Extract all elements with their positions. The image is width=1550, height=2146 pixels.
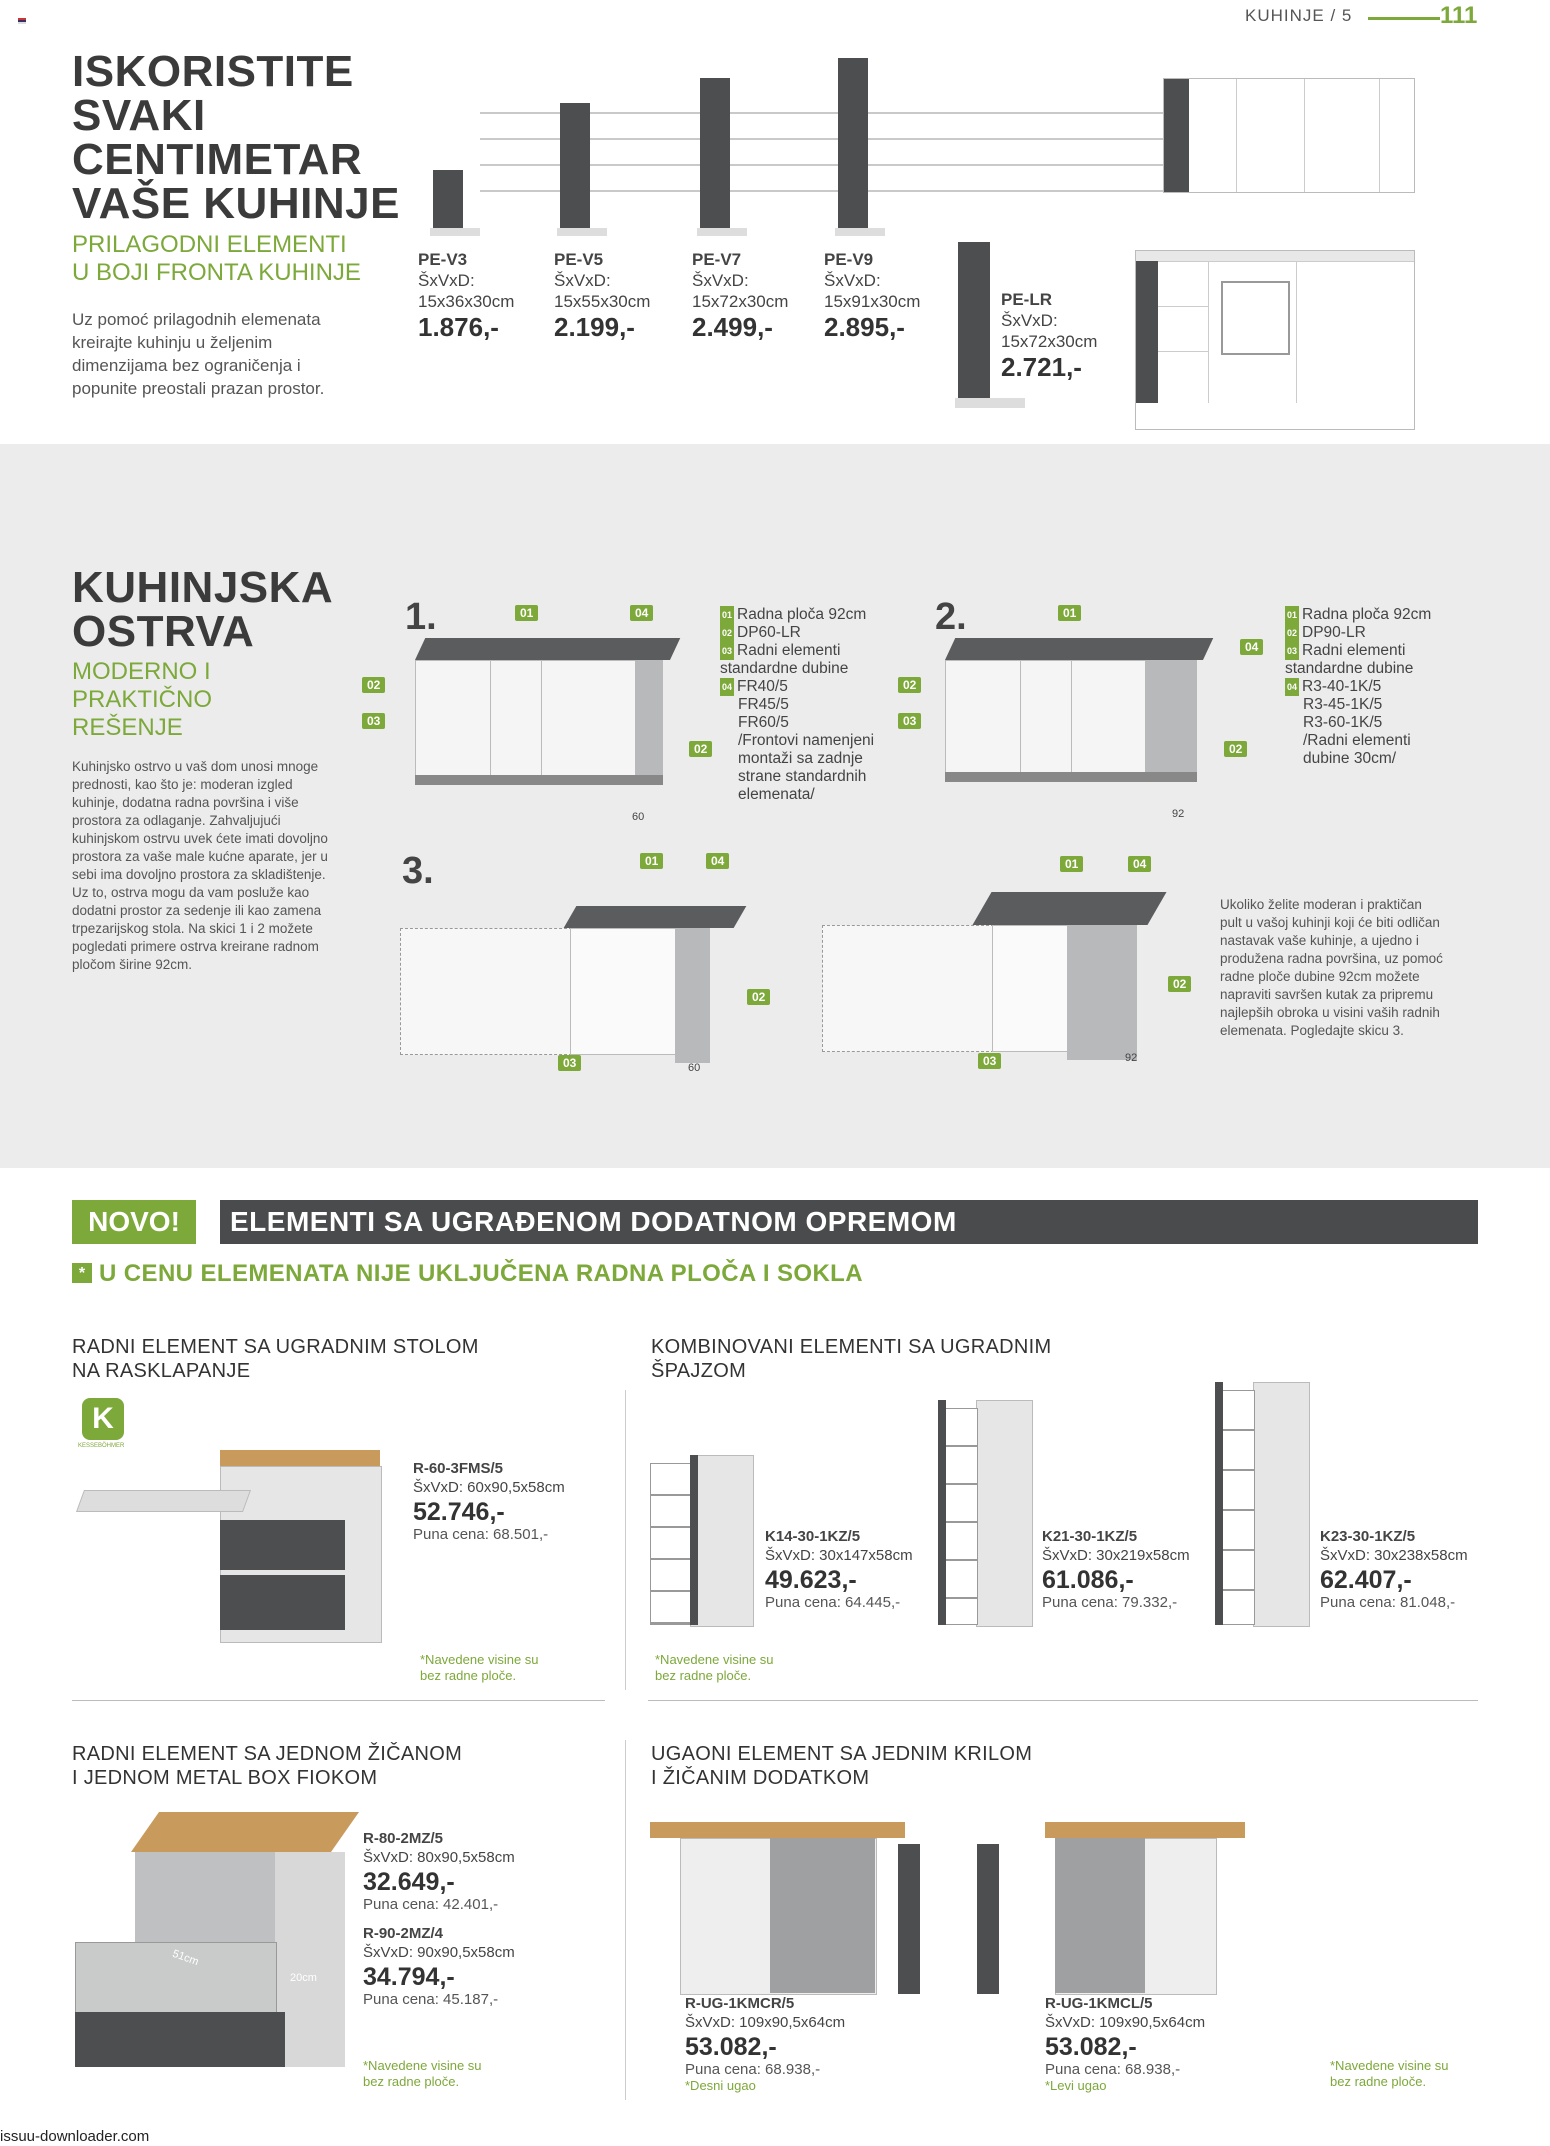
- table-cabinet-image: [80, 1450, 380, 1640]
- block3-title: RADNI ELEMENT SA JEDNOM ŽIČANOM I JEDNOM METAL BOX FIOKOM: [72, 1743, 463, 1789]
- sketch-number-2: 2.: [935, 596, 967, 638]
- corner-cabinet-left-image: [975, 1822, 1250, 1997]
- flag-icon: [18, 18, 26, 24]
- dim-height: 20cm: [290, 1972, 317, 1984]
- header-rule: [1368, 17, 1440, 20]
- oven-icon: [1221, 281, 1290, 355]
- s2-right-text: Ukoliko želite moderan i praktičan pult u vašoj kuhinji koji će biti odličan nastavak vaše kuhinje, a ujedno i produžena radna površina, uz pomoć radne ploče dubine 92cm možete napraviti savršen kutak za pripremu najlepših obroka u visini vaših radnih elemenata. Pogledajte skicu 3.: [1220, 897, 1443, 1038]
- product-pe-v9: PE-V9 ŠxVxD: 15x91x30cm 2.895,-: [824, 250, 921, 342]
- s1-subtitle: PRILAGODNI ELEMENTI U BOJI FRONTA KUHINJE: [72, 231, 361, 286]
- product-pe-v7: PE-V7 ŠxVxD: 15x72x30cm 2.499,-: [692, 250, 789, 342]
- pantry-k14-image: [650, 1455, 755, 1625]
- product-r-80-2mz: R-80-2MZ/5 ŠxVxD: 80x90,5x58cm 32.649,- Puna cena: 42.401,-: [363, 1830, 515, 1913]
- s1-body: Uz pomoć prilagodnih elemenata kreirajte kuhinju u željenim dimenzijama bez ograničenja i popunite preostali prazan prostor.: [72, 310, 325, 398]
- dim-width: 51cm: [170, 1947, 201, 1969]
- section-label: KUHINJE / 5: [1245, 6, 1353, 25]
- sketch-2: [945, 638, 1203, 810]
- section-banner: ELEMENTI SA UGRAĐENOM DODATNOM OPREMOM: [220, 1200, 1478, 1244]
- sketch-3b: [822, 880, 1162, 1060]
- corner-cabinet-right-image: [650, 1822, 920, 1997]
- watermark: issuu-downloader.com: [0, 2128, 150, 2145]
- product-pe-v5: PE-V5 ŠxVxD: 15x55x30cm 2.199,-: [554, 250, 651, 342]
- wall-cabinet: [1163, 78, 1415, 193]
- legend-2: 01 Radna ploča 92cm 02 DP90-LR 03 Radni elementi standardne dubine 04 R3-40-1K/5 R3-45-1K/5 R3-60-1K/5 /Radni elementi dubine 30cm/: [1285, 606, 1432, 768]
- product-k23: K23-30-1KZ/5 ŠxVxD: 30x238x58cm 62.407,- Puna cena: 81.048,-: [1320, 1528, 1468, 1611]
- filler-pe-v9: [838, 58, 868, 230]
- s1-title: ISKORISTITE SVAKI CENTIMETAR VAŠE KUHINJE: [72, 47, 400, 228]
- asterisk-icon: *: [72, 1263, 92, 1283]
- product-k21: K21-30-1KZ/5 ŠxVxD: 30x219x58cm 61.086,- Puna cena: 79.332,-: [1042, 1528, 1190, 1611]
- drawer-cabinet-image: [75, 1812, 350, 2072]
- sketch-number-1: 1.: [405, 596, 437, 638]
- product-pe-v3: PE-V3 ŠxVxD: 15x36x30cm 1.876,-: [418, 250, 515, 342]
- filler-pe-v5: [560, 103, 590, 230]
- kessebohmer-logo: K: [82, 1398, 124, 1440]
- s2-subtitle: MODERNO I PRAKTIČNO REŠENJE: [72, 658, 213, 741]
- product-r-ug-1kmcl: R-UG-1KMCL/5 ŠxVxD: 109x90,5x64cm 53.082,- Puna cena: 68.938,- *Levi ugao: [1045, 1995, 1206, 2093]
- product-k14: K14-30-1KZ/5 ŠxVxD: 30x147x58cm 49.623,- Puna cena: 64.445,-: [765, 1528, 913, 1611]
- s2-body: Kuhinjsko ostrvo u vaš dom unosi mnoge prednosti, kao što je: moderan izgled kuhinje, dodatna radna površina i više prostora za odlaganje. Zahvaljujući kuhinjskom ostrvu uvek ćete imati dovoljno prostora za vaše male kućne aparate, jer u sebi ima dovoljno prostora za skladištenje. Uz to, ostrva mogu da vam posluže kao dodatni prostor za sedenje ili kao zamena trpezarijskog stola. Na skici 1 i 2 možete pogledati primere ostrva kreirane radnom pločom širine 92cm.: [72, 759, 328, 972]
- pantry-k23-image: [1215, 1382, 1310, 1625]
- legend-1: 01 Radna ploča 92cm 02 DP60-LR 03 Radni elementi standardne dubine 04 FR40/5 FR45/5 FR60/5 /Frontovi namenjeni montaži sa zadnje strane standardnih elemenata/: [720, 606, 875, 804]
- filler-pe-lr: [958, 242, 990, 407]
- product-r-ug-1kmcr: R-UG-1KMCR/5 ŠxVxD: 109x90,5x64cm 53.082,- Puna cena: 68.938,- *Desni ugao: [685, 1995, 846, 2093]
- product-r-90-2mz: R-90-2MZ/4 ŠxVxD: 90x90,5x58cm 34.794,- Puna cena: 45.187,-: [363, 1925, 515, 2008]
- s2-title: KUHINJSKA OSTRVA: [72, 563, 334, 656]
- block2-title: KOMBINOVANI ELEMENTI SA UGRADNIM ŠPAJZOM: [651, 1336, 1052, 1382]
- base-cabinet-oven: [1135, 250, 1415, 430]
- block1-title: RADNI ELEMENT SA UGRADNIM STOLOM NA RASKLAPANJE: [72, 1336, 479, 1382]
- pantry-k21-image: [938, 1400, 1033, 1625]
- filler-pe-v3: [433, 170, 463, 230]
- page-number: 111: [1440, 2, 1478, 29]
- sketch-1: [415, 638, 670, 786]
- price-note: U CENU ELEMENATA NIJE UKLJUČENA RADNA PLOČA I SOKLA: [99, 1260, 863, 1287]
- novo-badge: NOVO!: [72, 1200, 196, 1244]
- sketch-3a: [400, 890, 740, 1070]
- filler-pe-v7: [700, 78, 730, 230]
- product-r-60-3fms: R-60-3FMS/5 ŠxVxD: 60x90,5x58cm 52.746,- Puna cena: 68.501,-: [413, 1460, 565, 1543]
- product-pe-lr: PE-LR ŠxVxD: 15x72x30cm 2.721,-: [1001, 290, 1098, 382]
- sketch-number-3: 3.: [402, 850, 434, 892]
- block4-title: UGAONI ELEMENT SA JEDNIM KRILOM I ŽIČANIM DODATKOM: [651, 1743, 1033, 1789]
